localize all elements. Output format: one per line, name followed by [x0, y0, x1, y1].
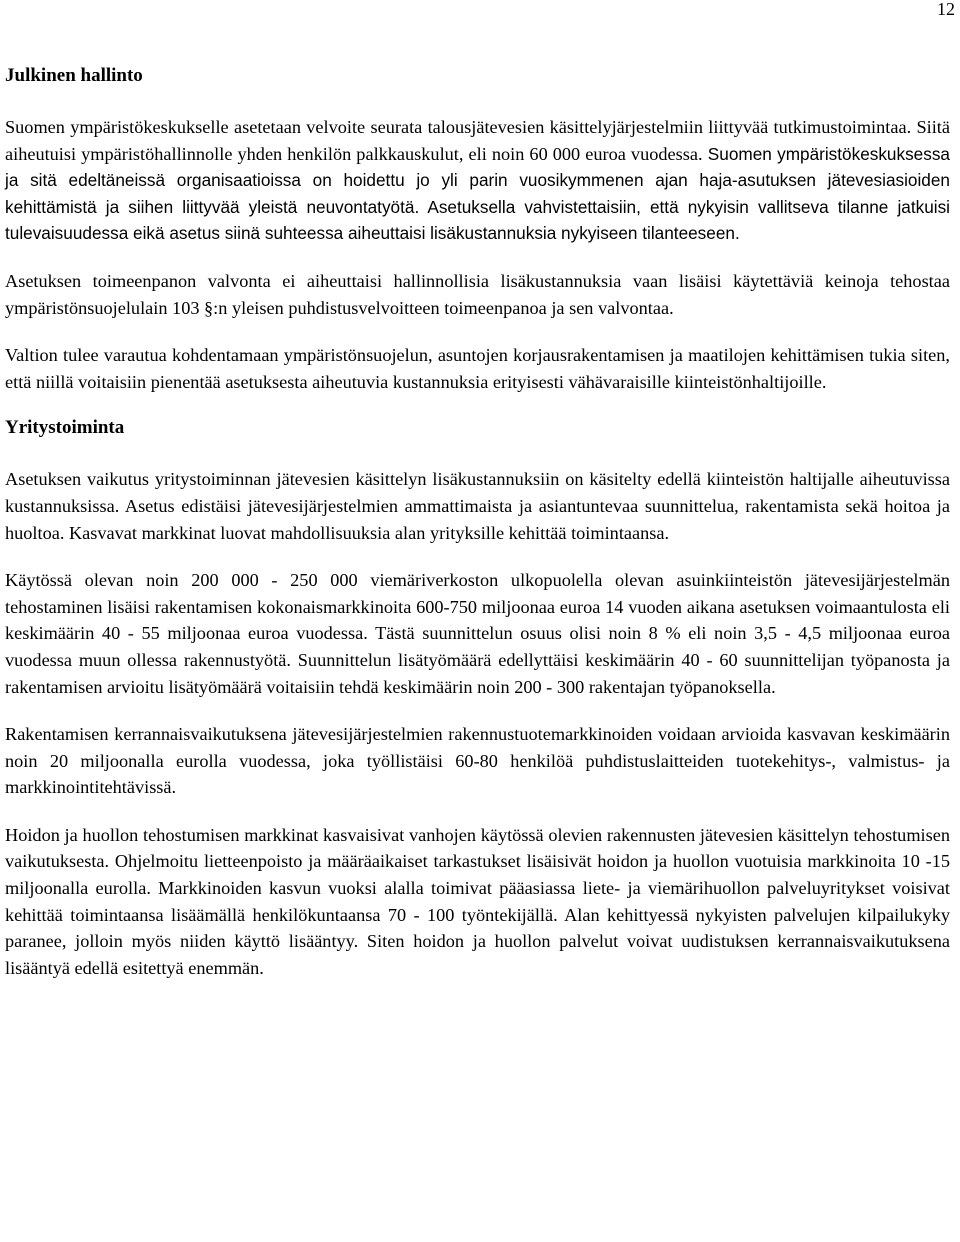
paragraph-text-sans: Asetuksella vahvistettaisiin, että nykyisin vallitseva tilanne jatkuisi tulevaisuudessa eikä asetus siinä suhteessa aiheuttaisi lisäkustannuksia nykyiseen tilanteeseen.: [5, 196, 950, 244]
page-number: 12: [937, 0, 955, 19]
paragraph-public-admin-2: Asetuksen toimeenpanon valvonta ei aiheuttaisi hallinnollisia lisäkustannuksia vaan lisäisi käytettäviä keinoja tehostaa ympäristönsuojelulain 103 §:n yleisen puhdistusvelvoitteen toimeenpanoa ja sen valvontaa.: [5, 270, 950, 318]
paragraph-text: Suomen ympäristökeskukselle asetetaan velvoite seurata talousjätevesien käsittelyjärjestelmiin liittyvää tutkimustoimintaa. Siitä aiheutuisi ympäristöhallinnolle yhden henkilön palkkauskulut, eli noin 60 000 euroa vuodessa.: [5, 117, 950, 164]
section-heading-public-admin: Julkinen hallinto: [5, 65, 143, 86]
paragraph-public-admin-1: [5, 114, 950, 247]
paragraph-text-sans: Suomen ympäristökeskuksessa ja sitä edeltäneissä organisaatioissa on hoidettu jo yli parin vuosikymmenen ajan haja-asutuksen jätevesiasioiden kehittämistä ja siihen liittyvää yleistä neuvontatyötä.: [5, 143, 950, 217]
section-heading-business: Yritystoiminta: [5, 417, 125, 439]
paragraph-public-admin-3: Valtion tulee varautua kohdentamaan ympäristönsuojelun, asuntojen korjausrakentamisen ja maatilojen kehittämisen tukia siten, että niillä voitaisiin pienentää asetuksesta aiheutuvia kustannuksia erityisesti vähävaraisille kiinteistönhaltijoille.: [5, 345, 950, 392]
paragraph-business-1: Asetuksen vaikutus yritystoiminnan jätevesien käsittelyn lisäkustannuksiin on käsitelty edellä kiinteistön haltijalle aiheutuvissa kustannuksissa. Asetus edistäisi jätevesijärjestelmien ammattimaista ja asiantuntevaa suunnittelua, rakentamista sekä hoitoa ja huoltoa. Kasvavat markkinat luovat mahdollisuuksia alan yrityksille kehittää toimintaansa.: [5, 469, 950, 543]
paragraph-business-2: Käytössä olevan noin 200 000 - 250 000 viemäriverkoston ulkopuolella olevan asuinkiinteistön jätevesijärjestelmän tehostaminen lisäisi rakentamisen kokonaismarkkinoita 600-750 miljoonaa euroa 14 vuoden aikana asetuksen voimaantulosta eli keskimäärin 40 - 55 miljoonaa euroa vuodessa. Tästä suunnittelun osuus olisi noin 8 % eli noin 3,5 - 4,5 miljoonaa euroa vuodessa muun ollessa rakennustyötä. Suunnittelun lisätyömäärä edellyttäisi keskimäärin 40 - 60 suunnittelijan työpanosta ja rakentamisen arvioitu lisätyömäärä voitaisiin tehdä keskimäärin noin 200 - 300 rakentajan työpanoksella.: [5, 570, 950, 697]
paragraph-business-4: Hoidon ja huollon tehostumisen markkinat kasvaisivat vanhojen käytössä olevien rakennusten jätevesien käsittelyn tehostumisen vaikutuksesta. Ohjelmoitu lietteenpoisto ja määräaikaiset tarkastukset lisäisivät hoidon ja huollon vuotuisia markkinoita 10 -15 miljoonalla eurolla. Markkinoiden kasvun vuoksi alalla toimivat pääasiassa liete- ja viemärihuollon palveluyritykset voisivat kehittää toimintaansa lisäämällä henkilökuntaansa 70 - 100 työntekijällä. Alan kehittyessä nykyisten palvelujen kilpailukyky paranee, jolloin myös niiden käyttö lisääntyy. Siten hoidon ja huollon palvelut voivat uudistuksen kerrannaisvaikutuksena lisääntyä edellä esitettyä enemmän.: [5, 824, 950, 978]
paragraph-business-3: Rakentamisen kerrannaisvaikutuksena jätevesijärjestelmien rakennustuotemarkkinoiden voidaan arvioida kasvavan keskimäärin noin 20 miljoonalla eurolla vuodessa, joka työllistäisi 60-80 henkilöä puhdistuslaitteiden tuotekehitys-, valmistus- ja markkinointitehtävissä.: [5, 724, 950, 798]
document-body: [5, 60, 950, 981]
